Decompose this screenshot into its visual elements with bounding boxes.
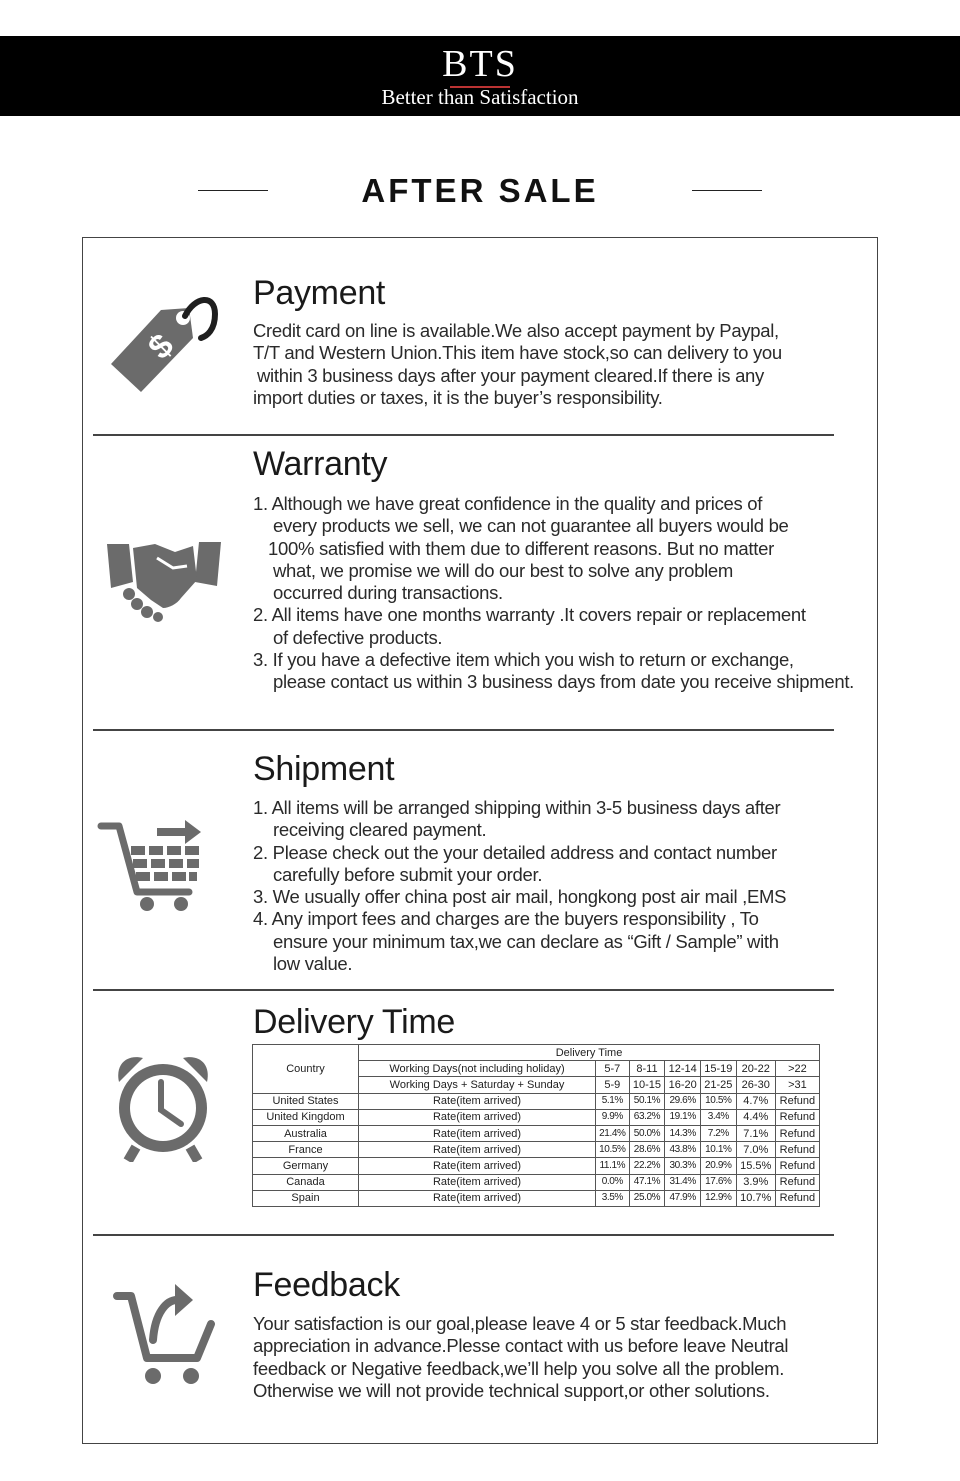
rate-cell: 50.1%	[629, 1093, 665, 1109]
table-row	[253, 1109, 820, 1125]
rate-cell: Refund	[775, 1093, 819, 1109]
cart-return-arrow-icon	[113, 1284, 217, 1390]
range-cell: 15-19	[700, 1061, 736, 1077]
warranty-line: occurred during transactions.	[273, 582, 503, 604]
rate-label: Rate(item arrived)	[359, 1093, 596, 1109]
rate-cell: 10.7%	[736, 1190, 775, 1206]
feedback-line: Otherwise we will not provide technical support,or other solutions.	[253, 1379, 770, 1401]
handshake-icon	[107, 538, 221, 622]
range-cell: 12-14	[665, 1061, 701, 1077]
warranty-line: what, we promise we will do our best to solve any problem	[273, 559, 734, 581]
warranty-line: every products we sell, we can not guarantee all buyers would be	[273, 515, 789, 537]
section-divider	[93, 989, 834, 991]
rate-cell: 3.9%	[736, 1174, 775, 1190]
rate-cell: 47.9%	[665, 1190, 701, 1206]
shopping-cart-arrow-icon	[97, 820, 209, 912]
rate-cell: Refund	[775, 1190, 819, 1206]
payment-line: within 3 business days after your payment cleared.If there is any	[257, 364, 764, 386]
rate-cell: 11.1%	[596, 1158, 630, 1174]
rate-cell: 50.0%	[629, 1125, 665, 1141]
country-cell: Spain	[253, 1190, 359, 1206]
country-cell: Germany	[253, 1158, 359, 1174]
rate-cell: 20.9%	[700, 1158, 736, 1174]
section-divider	[93, 1234, 834, 1236]
country-cell: United Kingdom	[253, 1109, 359, 1125]
range-cell: 16-20	[665, 1077, 701, 1093]
table-row	[253, 1142, 820, 1158]
rate-cell: 31.4%	[665, 1174, 701, 1190]
table-row	[253, 1045, 820, 1061]
table-row	[253, 1158, 820, 1174]
rate-cell: 10.5%	[700, 1093, 736, 1109]
table-row	[253, 1174, 820, 1190]
rate-cell: 3.5%	[596, 1190, 630, 1206]
warranty-line: 2. All items have one months warranty .It covers repair or replacement	[253, 604, 806, 626]
rate-cell: 5.1%	[596, 1093, 630, 1109]
rate-cell: 30.3%	[665, 1158, 701, 1174]
range-cell: 20-22	[736, 1061, 775, 1077]
warranty-line: of defective products.	[273, 626, 443, 648]
rate-cell: 0.0%	[596, 1174, 630, 1190]
rate-cell: 19.1%	[665, 1109, 701, 1125]
rate-label: Rate(item arrived)	[359, 1125, 596, 1141]
rate-cell: 14.3%	[665, 1125, 701, 1141]
shipment-line: 1. All items will be arranged shipping within 3-5 business days after	[253, 797, 781, 818]
country-cell: Canada	[253, 1174, 359, 1190]
page-title: AFTER SALE	[361, 172, 599, 209]
warranty-text	[253, 493, 854, 694]
rate-cell: 7.2%	[700, 1125, 736, 1141]
country-cell: United States	[253, 1093, 359, 1109]
rate-cell: 10.5%	[596, 1142, 630, 1158]
rate-cell: Refund	[775, 1109, 819, 1125]
range-cell: 8-11	[629, 1061, 665, 1077]
shipment-line: low value.	[273, 953, 353, 975]
svg-text:$: $	[140, 326, 182, 367]
table-row	[253, 1190, 820, 1206]
country-cell: Australia	[253, 1125, 359, 1141]
rate-cell: 15.5%	[736, 1158, 775, 1174]
rate-cell: 43.8%	[665, 1142, 701, 1158]
warranty-line: 100% satisfied with them due to different reasons. But no matter	[268, 537, 774, 559]
shipment-line: receiving cleared payment.	[273, 819, 487, 841]
rate-cell: 63.2%	[629, 1109, 665, 1125]
feedback-text	[253, 1313, 788, 1402]
rate-cell: 10.1%	[700, 1142, 736, 1158]
range-cell: 21-25	[700, 1077, 736, 1093]
rate-cell: Refund	[775, 1158, 819, 1174]
shipment-line: carefully before submit your order.	[273, 863, 543, 885]
rate-cell: 7.1%	[736, 1125, 775, 1141]
payment-line: T/T and Western Union.This item have stock,so can delivery to you	[253, 342, 782, 364]
range-cell: 5-9	[596, 1077, 630, 1093]
rate-label: Rate(item arrived)	[359, 1174, 596, 1190]
rate-cell: 4.7%	[736, 1093, 775, 1109]
shipment-line: 3. We usually offer china post air mail, hongkong post air mail ,EMS	[253, 886, 787, 908]
rate-cell: Refund	[775, 1125, 819, 1141]
rate-label: Rate(item arrived)	[359, 1190, 596, 1206]
rate-cell: 47.1%	[629, 1174, 665, 1190]
table-row	[253, 1093, 820, 1109]
range-cell: >22	[775, 1061, 819, 1077]
rate-cell: 22.2%	[629, 1158, 665, 1174]
rate-label: Rate(item arrived)	[359, 1142, 596, 1158]
feedback-line: appreciation in advance.Plesse contact with us before leave Neutral	[253, 1335, 789, 1357]
rate-cell: 4.4%	[736, 1109, 775, 1125]
table-row	[253, 1125, 820, 1141]
shipment-heading: Shipment	[253, 750, 395, 788]
delivery-time-table	[252, 1044, 820, 1207]
range-label: Working Days(not including holiday)	[359, 1061, 596, 1077]
shipment-line: 2. Please check out the your detailed address and contact number	[253, 841, 777, 863]
rate-cell: 9.9%	[596, 1109, 630, 1125]
payment-line: import duties or taxes, it is the buyer’s responsibility.	[253, 386, 663, 408]
rate-cell: 21.4%	[596, 1125, 630, 1141]
rate-cell: 28.6%	[629, 1142, 665, 1158]
range-cell: >31	[775, 1077, 819, 1093]
title-rule-right	[692, 190, 762, 191]
feedback-heading: Feedback	[253, 1266, 400, 1304]
payment-heading: Payment	[253, 274, 386, 312]
rate-label: Rate(item arrived)	[359, 1109, 596, 1125]
range-cell: 26-30	[736, 1077, 775, 1093]
brand-tagline: Better than Satisfaction	[381, 85, 579, 109]
alarm-clock-icon	[113, 1052, 213, 1162]
rate-cell: 25.0%	[629, 1190, 665, 1206]
warranty-line: 3. If you have a defective item which you wish to return or exchange,	[253, 649, 794, 671]
section-divider	[93, 434, 834, 436]
rate-cell: 7.0%	[736, 1142, 775, 1158]
feedback-line: feedback or Negative feedback,we’ll help you solve all the problem.	[253, 1357, 785, 1379]
rate-cell: 3.4%	[700, 1109, 736, 1125]
delivery-heading: Delivery Time	[253, 1003, 456, 1041]
rate-cell: Refund	[775, 1142, 819, 1158]
brand-logo: BTS	[442, 43, 518, 85]
rate-cell: 29.6%	[665, 1093, 701, 1109]
feedback-line: Your satisfaction is our goal,please leave 4 or 5 star feedback.Much	[253, 1313, 787, 1334]
range-cell: 5-7	[596, 1061, 630, 1077]
warranty-line: please contact us within 3 business days from date you receive shipment.	[273, 671, 854, 693]
payment-line: Credit card on line is available.We also accept payment by Paypal,	[253, 320, 779, 341]
warranty-heading: Warranty	[253, 445, 388, 483]
shipment-line: 4. Any import fees and charges are the buyers responsibility , To	[253, 908, 759, 930]
country-cell: France	[253, 1142, 359, 1158]
country-header: Country	[253, 1045, 359, 1094]
payment-text	[253, 320, 782, 409]
range-label: Working Days + Saturday + Sunday	[359, 1077, 596, 1093]
delivery-time-header: Delivery Time	[359, 1045, 820, 1061]
after-sale-card	[82, 237, 878, 1444]
warranty-line: 1. Although we have great confidence in the quality and prices of	[253, 493, 763, 514]
shipment-text	[253, 797, 786, 975]
range-cell: 10-15	[629, 1077, 665, 1093]
rate-cell: 17.6%	[700, 1174, 736, 1190]
rate-cell: Refund	[775, 1174, 819, 1190]
shipment-line: ensure your minimum tax,we can declare as “Gift / Sample” with	[273, 930, 779, 952]
section-divider	[93, 729, 834, 731]
price-tag-dollar-icon	[107, 288, 219, 400]
rate-cell: 12.9%	[700, 1190, 736, 1206]
rate-label: Rate(item arrived)	[359, 1158, 596, 1174]
header-banner	[0, 36, 960, 116]
